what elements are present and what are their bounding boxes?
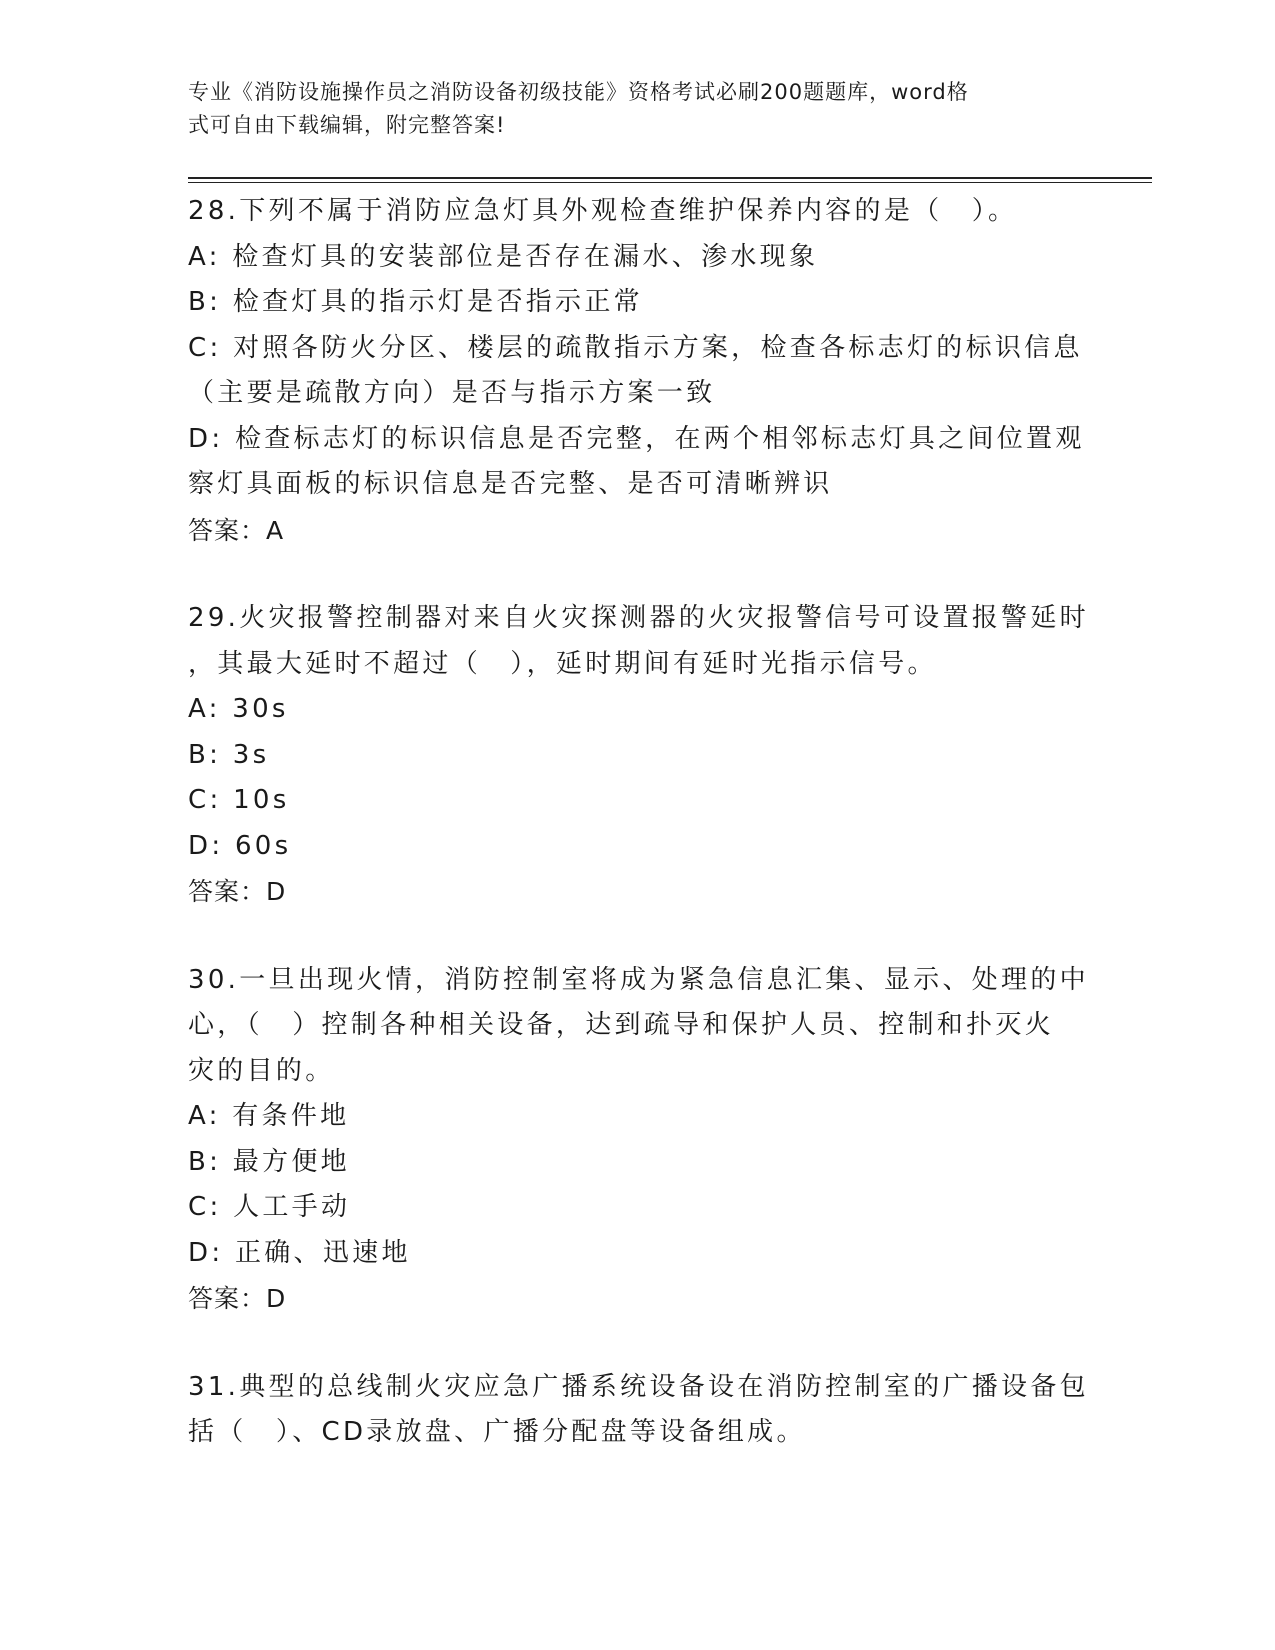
- header-divider-thick: [188, 177, 1152, 179]
- question-stem-line: 30.一旦出现火情，消防控制室将成为紧急信息汇集、显示、处理的中: [188, 964, 1089, 995]
- question-stem-line: 灾的目的。: [188, 1055, 335, 1086]
- option-line: A: 有条件地: [188, 1101, 350, 1131]
- option-line: C: 人工手动: [188, 1192, 351, 1222]
- option-line: D: 检查标志灯的标识信息是否完整，在两个相邻标志灯具之间位置观: [188, 423, 1085, 454]
- option-line: D: 正确、迅速地: [188, 1237, 411, 1268]
- answer-line: 答案：D: [188, 1284, 287, 1313]
- option-line: B: 检查灯具的指示灯是否指示正常: [188, 287, 643, 317]
- question-stem-line: 括（ ）、CD录放盘、广播分配盘等设备组成。: [188, 1417, 806, 1447]
- question-stem-line: ，其最大延时不超过（ ），延时期间有延时光指示信号。: [188, 648, 937, 679]
- question-block: [188, 1365, 1088, 1456]
- option-line: A: 检查灯具的安装部位是否存在漏水、渗水现象: [188, 241, 819, 272]
- option-line: B: 最方便地: [188, 1146, 350, 1177]
- question-block: [188, 958, 1088, 1322]
- header-line-1: 专业《消防设施操作员之消防设备初级技能》资格考试必刷200题题库，word格: [188, 80, 969, 104]
- option-line: （主要是疏散方向）是否与指示方案一致: [188, 378, 716, 408]
- answer-line: 答案：D: [188, 877, 287, 906]
- question-stem-line: 29.火灾报警控制器对来自火灾探测器的火灾报警信号可设置报警延时: [188, 603, 1089, 633]
- question-stem-line: 28.下列不属于消防应急灯具外观检查维护保养内容的是（ ）。: [188, 196, 1018, 226]
- option-line: C: 10s: [188, 785, 290, 815]
- option-line: A: 30s: [188, 694, 289, 724]
- question-block: [188, 189, 1088, 553]
- document-header: [188, 76, 1068, 142]
- option-line: B: 3s: [188, 739, 270, 770]
- header-divider-thin: [188, 182, 1152, 183]
- question-list: [188, 189, 1088, 1499]
- question-stem-line: 31.典型的总线制火灾应急广播系统设备设在消防控制室的广播设备包: [188, 1371, 1089, 1402]
- answer-line: 答案：A: [188, 515, 285, 545]
- question-stem-line: 心，（ ）控制各种相关设备，达到疏导和保护人员、控制和扑灭火: [188, 1010, 1055, 1040]
- header-line-2: 式可自由下载编辑，附完整答案!: [188, 113, 506, 137]
- option-line: D: 60s: [188, 830, 292, 861]
- option-line: 察灯具面板的标识信息是否完整、是否可清晰辨识: [188, 469, 833, 499]
- option-line: C: 对照各防火分区、楼层的疏散指示方案，检查各标志灯的标识信息: [188, 332, 1083, 363]
- question-block: [188, 596, 1088, 915]
